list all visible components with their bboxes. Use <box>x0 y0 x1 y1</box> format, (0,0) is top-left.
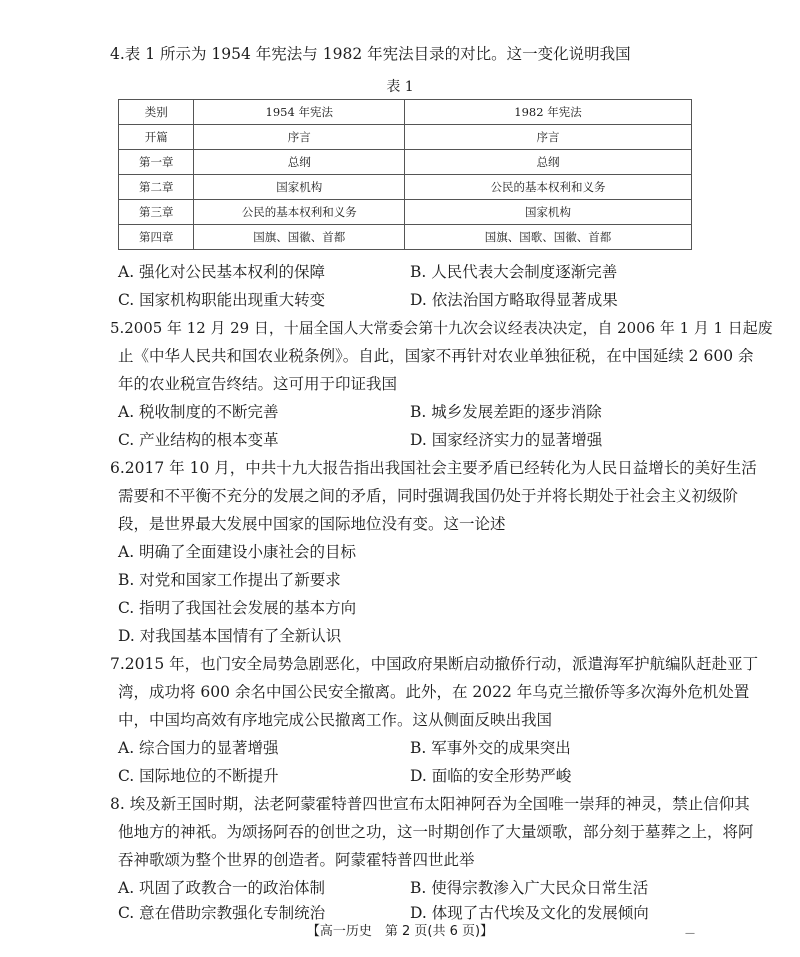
q6-stem-line: 6.2017 年 10 月，中共十九大报告指出我国社会主要矛盾已经转化为人民日益增长的美好生活 <box>110 459 757 477</box>
table-header-cell: 1954 年宪法 <box>194 100 405 125</box>
q8-option-b: B. 使得宗教渗入广大民众日常生活 <box>410 879 649 897</box>
page-footer: 【高一历史 第 2 页(共 6 页)】 <box>306 924 494 939</box>
q5-option-c: C. 产业结构的根本变革 <box>118 431 279 449</box>
q5-stem-line: 年的农业税宣告终结。这可用于印证我国 <box>118 375 398 393</box>
table-cell: 总纲 <box>405 150 692 175</box>
table-row <box>119 125 692 150</box>
q5-option-a: A. 税收制度的不断完善 <box>118 403 279 421</box>
q6-stem-line: 需要和不平衡不充分的发展之间的矛盾，同时强调我国仍处于并将长期处于社会主义初级阶 <box>118 487 739 505</box>
q8-stem-line: 吞神歌颂为整个世界的创造者。阿蒙霍特普四世此举 <box>118 851 475 869</box>
q8-option-c: C. 意在借助宗教强化专制统治 <box>118 904 326 922</box>
q6-option-a: A. 明确了全面建设小康社会的目标 <box>118 543 357 561</box>
table-row <box>119 200 692 225</box>
q4-stem: 4.表 1 所示为 1954 年宪法与 1982 年宪法目录的对比。这一变化说明我国 <box>110 45 631 63</box>
table-cell: 序言 <box>194 125 405 150</box>
q6-option-b: B. 对党和国家工作提出了新要求 <box>118 571 341 589</box>
q6-option-c: C. 指明了我国社会发展的基本方向 <box>118 599 357 617</box>
q7-stem-line: 湾，成功将 600 余名中国公民安全撤离。此外，在 2022 年乌克兰撤侨等多次海外危机处置 <box>118 683 750 701</box>
table-cell: 开篇 <box>119 125 194 150</box>
table-cell: 国家机构 <box>194 175 405 200</box>
table-cell: 第三章 <box>119 200 194 225</box>
table-header-cell: 类别 <box>119 100 194 125</box>
table-header-cell: 1982 年宪法 <box>405 100 692 125</box>
table-cell: 国旗、国徽、首都 <box>194 225 405 250</box>
table-cell: 公民的基本权利和义务 <box>405 175 692 200</box>
q7-stem-line: 中，中国均高效有序地完成公民撤离工作。这从侧面反映出我国 <box>118 711 553 729</box>
corner-mark: — <box>685 928 695 939</box>
table-cell: 总纲 <box>194 150 405 175</box>
table-cell: 第四章 <box>119 225 194 250</box>
q7-option-d: D. 面临的安全形势严峻 <box>410 767 572 785</box>
table-row <box>119 175 692 200</box>
q6-option-d: D. 对我国基本国情有了全新认识 <box>118 627 342 645</box>
q7-stem-line: 7.2015 年，也门安全局势急剧恶化，中国政府果断启动撤侨行动，派遣海军护航编队赶赴亚丁 <box>110 655 759 673</box>
constitution-table <box>118 99 692 250</box>
q8-option-a: A. 巩固了政教合一的政治体制 <box>118 879 326 897</box>
q4-option-a: A. 强化对公民基本权利的保障 <box>118 263 326 281</box>
q5-stem-line: 止《中华人民共和国农业税条例》。自此，国家不再针对农业单独征税，在中国延续 2 600 余 <box>118 347 754 365</box>
q7-option-b: B. 军事外交的成果突出 <box>410 739 571 757</box>
table-header-row <box>119 100 692 125</box>
q4-option-d: D. 依法治国方略取得显著成果 <box>410 291 618 309</box>
q8-stem-line: 他地方的神祇。为颂扬阿吞的创世之功，这一时期创作了大量颂歌，部分刻于墓葬之上，将阿 <box>118 823 754 841</box>
table-cell: 国旗、国歌、国徽、首都 <box>405 225 692 250</box>
q8-stem-line: 8. 埃及新王国时期，法老阿蒙霍特普四世宣布太阳神阿吞为全国唯一崇拜的神灵，禁止信仰其 <box>110 795 750 813</box>
q8-option-d: D. 体现了古代埃及文化的发展倾向 <box>410 904 649 922</box>
table-caption: 表 1 <box>386 79 414 95</box>
q7-option-a: A. 综合国力的显著增强 <box>118 739 279 757</box>
table-cell: 第二章 <box>119 175 194 200</box>
table-row <box>119 150 692 175</box>
q5-stem-line: 5.2005 年 12 月 29 日，十届全国人大常委会第十九次会议经表决决定，自 2006 年 1 月 1 日起废 <box>110 319 773 337</box>
q4-option-c: C. 国家机构职能出现重大转变 <box>118 291 326 309</box>
table-cell: 公民的基本权利和义务 <box>194 200 405 225</box>
q5-option-b: B. 城乡发展差距的逐步消除 <box>410 403 602 421</box>
q6-stem-line: 段，是世界最大发展中国家的国际地位没有变。这一论述 <box>118 515 506 533</box>
table-row <box>119 225 692 250</box>
table-cell: 序言 <box>405 125 692 150</box>
table-cell: 第一章 <box>119 150 194 175</box>
q7-option-c: C. 国际地位的不断提升 <box>118 767 279 785</box>
q4-option-b: B. 人民代表大会制度逐渐完善 <box>410 263 618 281</box>
table-cell: 国家机构 <box>405 200 692 225</box>
q5-option-d: D. 国家经济实力的显著增强 <box>410 431 603 449</box>
